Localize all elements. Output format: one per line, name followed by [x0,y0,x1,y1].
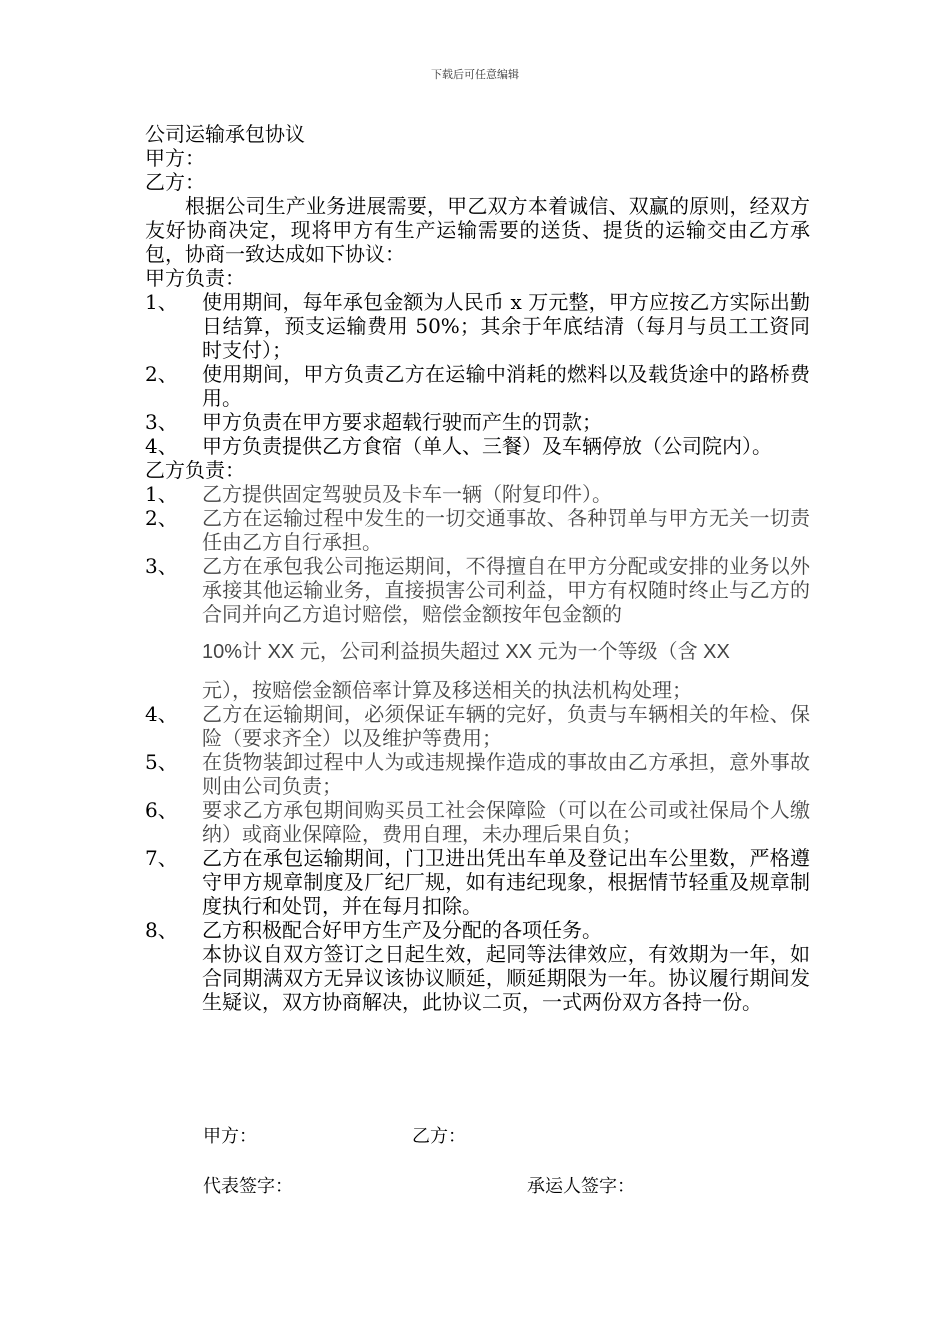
section-a-item [145,290,810,362]
intro-paragraph: 根据公司生产业务进展需要，甲乙双方本着诚信、双赢的原则，经双方友好协商决定，现将甲方有生产运输需要的送货、提货的运输交由乙方承包，协商一致达成如下协议： [145,194,810,266]
carrier-signature-label: 承运人签字： [527,1176,635,1197]
section-b-item [145,846,810,918]
item-text-part: 乙方在承包我公司拖运期间，不得擅自在甲方分配或安排的业务以外承接其他运输业务，直接损害公司利益，甲方有权随时终止与乙方的合同并向乙方追讨赔偿，赔偿金额按年包金额的 [202,554,810,626]
representative-signature-label: 代表签字： [203,1176,293,1197]
item-text: 乙方在运输期间，必须保证车辆的完好，负责与车辆相关的年检、保险（要求齐全）以及维护等费用； [202,702,810,750]
item-text: 甲方负责在甲方要求超载行驶而产生的罚款； [202,410,602,434]
item-text: 使用期间，每年承包金额为人民币 x 万元整，甲方应按乙方实际出勤日结算，预支运输费用 50%；其余于年底结清（每月与员工工资同时支付）； [202,290,810,362]
section-b-heading: 乙方负责： [145,458,245,482]
item-text-block [202,554,810,702]
item-text: 在货物装卸过程中人为或违规操作造成的事故由乙方承担，意外事故则由公司负责； [202,750,810,798]
item-number: 2、 [145,362,178,386]
party-b-label: 乙方： [145,170,205,194]
section-b-item [145,750,810,798]
item-text-part: 10%计 XX 元，公司利益损失超过 XX 元为一个等级（含 XX [202,641,730,663]
section-a-item [145,410,810,434]
document-title: 公司运输承包协议 [145,122,305,146]
page-header-note: 下载后可任意编辑 [431,68,519,81]
item-number: 3、 [145,410,178,434]
item-text: 乙方在承包运输期间，门卫进出凭出车单及登记出车公里数，严格遵守甲方规章制度及厂纪厂规，如有违纪现象，根据情节轻重及规章制度执行和处罚，并在每月扣除。 [202,846,810,918]
item-text: 甲方负责提供乙方食宿（单人、三餐）及车辆停放（公司院内）。 [202,434,772,458]
item-number: 8、 [145,918,178,942]
item-text: 乙方提供固定驾驶员及卡车一辆（附复印件）。 [202,482,612,506]
section-a-heading: 甲方负责： [145,266,245,290]
section-b-item [145,702,810,750]
contract-body [145,122,810,1014]
section-a-item [145,362,810,410]
signature-party-a: 甲方： [203,1126,257,1147]
item-number: 5、 [145,750,178,774]
item-number: 4、 [145,434,178,458]
closing-paragraph: 本协议自双方签订之日起生效，起同等法律效应，有效期为一年，如合同期满双方无异议该协议顺延，顺延期限为一年。协议履行期间发生疑议，双方协商解决，此协议二页，一式两份双方各持一份。 [202,942,810,1014]
item-number: 3、 [145,554,178,578]
section-a-item [145,434,810,458]
item-text-part: 元），按赔偿金额倍率计算及移送相关的执法机构处理； [202,678,692,702]
section-b-item [145,798,810,846]
item-number: 7、 [145,846,178,870]
item-number: 6、 [145,798,178,822]
item-number: 1、 [145,290,178,314]
item-text: 乙方积极配合好甲方生产及分配的各项任务。 [202,918,602,942]
signature-party-b: 乙方： [412,1126,466,1147]
item-text: 使用期间，甲方负责乙方在运输中消耗的燃料以及载货途中的路桥费用。 [202,362,810,410]
section-b-item [145,918,810,942]
item-number: 2、 [145,506,178,530]
section-b-item [145,506,810,554]
section-b-item [145,554,810,702]
party-a-label: 甲方： [145,146,205,170]
section-b-item [145,482,810,506]
item-number: 4、 [145,702,178,726]
item-text: 要求乙方承包期间购买员工社会保障险（可以在公司或社保局个人缴纳）或商业保障险，费用自理，未办理后果自负； [202,798,810,846]
item-text: 乙方在运输过程中发生的一切交通事故、各种罚单与甲方无关一切责任由乙方自行承担。 [202,506,810,554]
item-number: 1、 [145,482,178,506]
